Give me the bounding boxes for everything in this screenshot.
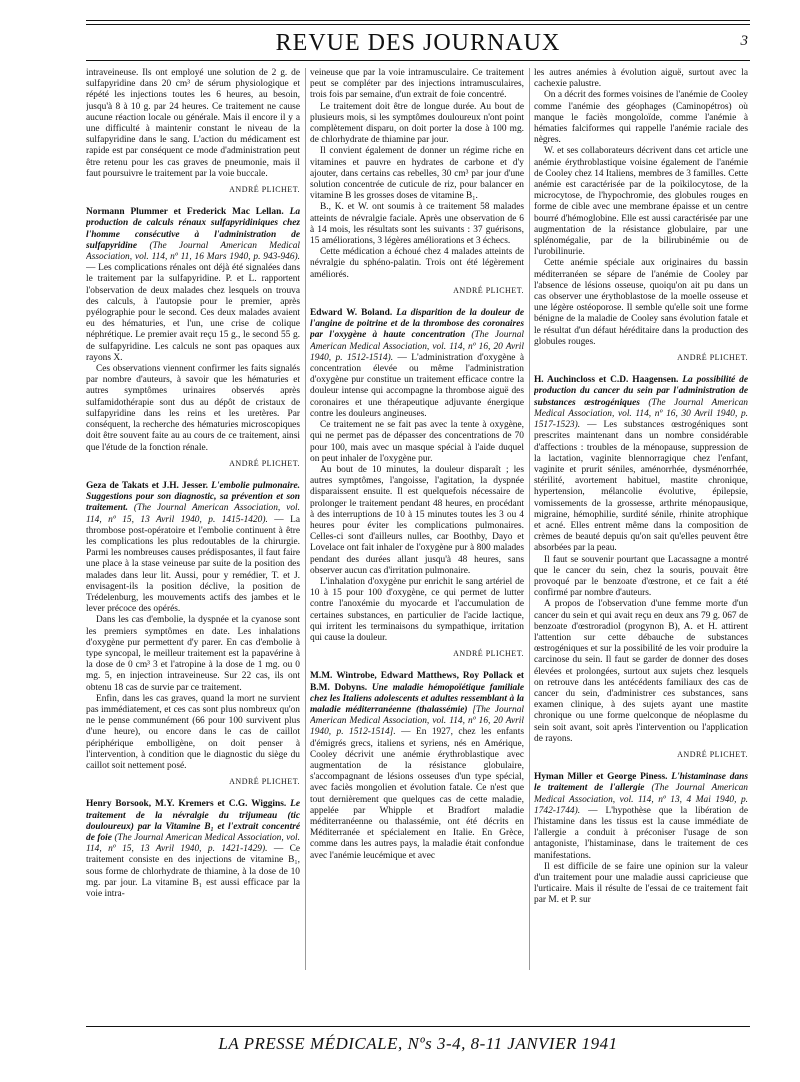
- paragraph: Cette anémie spéciale aux originaires du bassin méditerranéen se sépare de l'anémie de Cooley par l'absence de lésions osseuse, quoiqu'on ait pu dans un cas observer une érythoblastose de la moelle osseuse et une légère ostéoporose. Il semble qu'elle soit une forme bénigne de la maladie de Cooley sans évolution fatale et le résultat d'un défaut héréditaire dans la production des globules rouges.: [534, 258, 748, 347]
- article-title: La disparition de la douleur de l'angine de poitrine et de la thrombose des coronaires par l'oxygène à haute concentration: [310, 308, 524, 341]
- paragraph: Ce traitement ne se fait pas avec la tente à oxygène, qui ne permet pas de dépasser des concentrations de 70 pour 100, mais avec un masque spécial à l'aide duquel on peut inhaler de l'oxygène pur.: [310, 420, 524, 464]
- journal-section-title: REVUE DES JOURNAUX: [275, 30, 561, 56]
- article-body: — La thrombose post-opératoire et l'embolie continuent à être les complications les plus redoutables de la chirurgie. Parmi les nombreuses causes prédisposantes, il faut faire une place à la stase veineuse par suite de la position des malades dans leur lit. Aussi, pour y remédier, T. et J. envisagent-ils la position déclive, la position de Trédelenburg, les mouvements actifs des jambes et le lever précoce des opérés.: [86, 514, 300, 615]
- article-citation: (The Journal American Medical Association, vol. 114, nº 11, 16 Mars 1940, p. 943-946).: [86, 240, 300, 263]
- author-signature: ANDRÉ PLICHET.: [229, 185, 300, 195]
- article-body: — En 1927, chez les enfants d'émigrés grecs, italiens et syriens, nés en Amérique, Cooley décrivit une anémie érythroblastique avec augmentation de la résistance globulaire, s'accompagnant de lésions osseuses d'un type spécial, avec faciès mongolien et évolution fatale. Ce n'est que tout dernièrement que quelques cas de cette maladie, appelée par Whipple et Bradfort maladie méditerranéenne ou thalassémie, ont été décrits en Méditerranée et spécialement en Italie. En Grèce, comme dans les autres pays, la maladie était confondue avec l'anémie leucémique et avec: [310, 727, 524, 861]
- article-entry: [86, 481, 300, 615]
- paragraph: Enfin, dans les cas graves, quand la mort ne survient pas immédiatement, et ces cas sont plus nombreux qu'on ne le pense communément (66 pour 100 survivent plus d'une heure), ou encore dans le cas de caillot périphérique embolligène, on doit penser à l'intervention, à condition que le diagnostic du siège du caillot soit nettement posé.: [86, 693, 300, 771]
- footer-citation: LA PRESSE MÉDICALE, Nºs 3-4, 8-11 JANVIER 1941: [218, 1034, 618, 1053]
- header-rule: [86, 60, 750, 61]
- article-entry: [86, 799, 300, 900]
- author-signature: ANDRÉ PLICHET.: [453, 285, 524, 295]
- paragraph: A propos de l'observation d'une femme morte d'un cancer du sein et qui avait reçu en deux ans 79 g. 067 de benzoate d'œstroradiol (progynon B), A. et H. attirent l'attention sur cette débauche de substances œstrogéniques et sur la possibilité de les voir produire la carcinose du sein. Il faut se garder de donner des doses élevées et prolongées, surtout aux sujets chez lesquels on retrouve dans les antécédents familiaux des cas de cancer du sein, d'administrer ces substances, sans examen clinique, à des sujets ayant une mastite chronique ou une forme quelconque de néoplasme du sein soit avant, soit après l'intervention ou l'application de rayons.: [534, 599, 748, 744]
- article-authors: H. Auchincloss et C.D. Haagensen.: [534, 375, 679, 386]
- article-columns: [86, 68, 750, 970]
- article-entry: [86, 207, 300, 364]
- paragraph: Dans les cas d'embolie, la dyspnée et la cyanose sont les premiers symptômes en date. Les inhalations d'oxygène pur permettent d'y parer. En cas d'embolie à type syncopal, le meilleur traitement est la papavérine à la dose de 0 cm³ 3 et l'atropine à la dose de 1 mg. ou 0 mg. 5, en injection intraveineuse. Sur 22 cas, ils ont obtenu 18 cas de survie par ce traitement.: [86, 615, 300, 693]
- article-title: L'histaminase dans le traitement de l'allergie: [534, 772, 748, 794]
- top-rule: [86, 20, 750, 21]
- paragraph: intraveineuse. Ils ont employé une solution de 2 g. de sulfapyridine dans 20 cm³ de sérum physiologique et répété les injections toutes les 6 heures, au besoin, jusqu'à 8 à 10 g. par 24 heures. Ce traitement ne cause aucune réaction locale ou générale. Mais il encore il y a une difficulté à maintenir constant le niveau de la sulfapyridine dans le sang. L'action du médicament est rapide est par conséquent ce mode d'administration peut être retenu pour les cas graves de pneumonie, mais il faut poursuivre le traitement par la voie buccale.: [86, 68, 300, 179]
- paragraph: W. et ses collaborateurs décrivent dans cet article une anémie érythroblastique voisine également de l'anémie de Cooley chez 14 Italiens, membres de 3 familles. Cette anémie est caractérisée par de la poïkilocytose, de la microcytose, de l'hypochromie, des globules rouges en forme de cible avec une membrane épaisse et un centre bourré d'hémoglobine. Elle est aussi caractérisée par une augmentation de la résistance globulaire, par une splénomégalie, par de la bilirubinémie ou de l'urobilinurie.: [534, 146, 748, 258]
- paragraph: Il convient également de donner un régime riche en vitamines et pauvre en hydrates de carbone et d'y ajouter, dans certains cas rebelles, 30 cm³ par jour d'une solution concentrée de cuticule de riz, pour balancer en vitamine B les grosses doses de vitamine B₁.: [310, 146, 524, 202]
- article-title: L'embolie pulmonaire. Suggestions pour son diagnostic, sa prévention et son traitement.: [86, 480, 300, 514]
- paragraph: Ces observations viennent confirmer les faits signalés par nombre d'auteurs, à savoir que les hématuries et autres symptômes urinaires observés après sulfamidothérapie sont dus au dépôt de cristaux de sulfapyridine dans les reins et les uretères. Par conséquent, la recherche des hématuries microscopiques doit être souvent faite au au cours de ce traitement, ainsi que l'étude de la fonction rénale.: [86, 364, 300, 453]
- article-body: — L'administration d'oxygène à concentration élevée ou même l'administration d'oxygène pur constitue un traitement efficace contre la douleur intense qui accompagne la thrombose aiguë des coronaires et une thérapeutique adjuvante énergique contre les douleurs angineuses.: [310, 352, 524, 419]
- author-signature: ANDRÉ PLICHET.: [229, 777, 300, 787]
- article-body: — L'hypothèse que la libération de l'histamine dans les tissus est la cause immédiate de l'allergie a conduit à préconiser l'usage de son antagoniste, l'histaminase, dans le traitement de ces manifestations.: [534, 805, 748, 861]
- footer-rule: [86, 1026, 750, 1027]
- column-2: [310, 68, 524, 970]
- paragraph: Il est difficile de se faire une opinion sur la valeur d'un traitement pour une maladie aussi capricieuse que l'urticaire. Mais il résulte de l'essai de ce traitement fait par M. et P. sur: [534, 861, 748, 906]
- paragraph: veineuse que par la voie intramusculaire. Ce traitement peut se compléter par des injections intramusculaires, trois fois par semaine, d'un extrait de foie concentré.: [310, 68, 524, 101]
- column-1: [86, 68, 300, 970]
- article-authors: Hyman Miller et George Piness.: [534, 772, 668, 783]
- author-signature: ANDRÉ PLICHET.: [453, 649, 524, 659]
- paragraph: Il faut se souvenir pourtant que Lacassagne a montré que le cancer du sein, chez la souris, pouvait être provoqué par le benzoate d'œstrone, et ce fait a été confirmé par nombre d'auteurs.: [534, 554, 748, 599]
- article-citation: (The Journal American Medical Association, vol. 114, nº 16, 20 Avril 1940, p. 1512-1514).: [310, 330, 524, 363]
- article-body: — Les complications rénales ont déjà été signalées dans le traitement par la sulfapyridine. P. et L. rapportent l'observation de deux malades chez lesquels on trouva des calculs, à l'autopsie pour le premier, après pyélographie pour le second. Ces deux malades avaient eu des hématuries, et l'un, une crise de colique néphrétique. Le premier avait reçu 15 g., le second 55 g. de sulfapyridine. Les calculs ne sont pas opaques aux rayons X.: [86, 263, 300, 363]
- article-title: Le traitement de la névralgie du trijumeau (tic douloureux) par la Vitamine B₁ et l'extrait concentré de foie: [86, 799, 300, 843]
- article-citation: (The Journal American Medical Association, vol. 114, nº 15, 13 Avril 1940, p. 1421-1429).: [86, 833, 300, 855]
- article-authors: Edward W. Boland.: [310, 308, 393, 319]
- article-body: — Les substances œstrogéniques sont prescrites maintenant dans un nombre considérable d'affections : troubles de la ménopause, suppression de la lactation, vaginite blennorragique chez l'enfant, vaginite et prurit séniles, aménorrhée, dysménorrhée, stérilité, avortement habituel, mastite chronique, hypertension, mélancolie évolutive, épilepsie, vomissements de la grossesse, arthrite ménopausique, migraine, hémophilie, surdité sénile, rhinite atrophique et acné. Elles entrent même dans la composition de crèmes de beauté depuis qu'on sait qu'elles peuvent être absorbées par la peau.: [534, 420, 748, 554]
- paragraph: B., K. et W. ont soumis à ce traitement 58 malades atteints de névralgie faciale. Après une observation de 6 à 14 mois, les résultats sont les suivants : 37 guérisons, 15 améliorations, 3 légères améliorations et 3 échecs.: [310, 202, 524, 247]
- article-entry: [310, 308, 524, 420]
- article-entry: [534, 375, 748, 554]
- paragraph: Le traitement doit être de longue durée. Au bout de plusieurs mois, si les symptômes douloureux n'ont point complètement disparu, on doit porter la dose à 100 mg. de chlorhydrate de thiamine par jour.: [310, 101, 524, 146]
- column-3: [534, 68, 748, 970]
- paragraph: L'inhalation d'oxygène pur enrichit le sang artériel de 10 à 15 pour 100 d'oxygène, ce qui permet de lutter contre l'anoxémie du myocarde et l'accumulation de certaines substances, en particulier de l'acide lactique, qui irritent les terminaisons du sympathique, irritation qui cause la douleur.: [310, 576, 524, 643]
- article-citation: [The Journal American Medical Association, vol. 114, nº 16, 20 Avril 1940, p. 1512-1514].: [310, 704, 524, 738]
- author-signature: ANDRÉ PLICHET.: [229, 458, 300, 468]
- article-authors: Normann Plummer et Frederick Mac Lellan.: [86, 207, 284, 218]
- article-citation: (The Journal American Association, vol. 114, nº 15, 13 Avril 1940, p. 1415-1420).: [86, 503, 300, 525]
- article-authors: Geza de Takats et J.H. Jesser.: [86, 480, 208, 491]
- article-authors: M.M. Wintrobe, Edward Matthews, Roy Pollack et B.M. Dobyns.: [310, 671, 524, 693]
- paragraph: Cette médication a échoué chez 4 malades atteints de névralgie du sphéno-palatin. Trois ont été légèrement améliorés.: [310, 247, 524, 280]
- paragraph: Au bout de 10 minutes, la douleur disparaît ; les autres symptômes, l'angoisse, l'agitation, la dyspnée disparaissent ensuite. Il est quelquefois nécessaire de prolonger le traitement pendant 48 heures, en procédant à des interruptions de 10 à 15 minutes toutes les 3 ou 4 heures pour éviter les complications pulmonaires. Celles-ci sont d'ailleurs nulles, car Boothby, Dayo et Lovelace ont fait inhaler de l'oxygène pur à 800 malades pendant des durées allant jusqu'à 48 heures, sans observer aucun cas d'irritation pulmonaire.: [310, 464, 524, 576]
- author-signature: ANDRÉ PLICHET.: [677, 353, 748, 363]
- page-number: 3: [740, 33, 748, 49]
- top-rule-double: [86, 24, 750, 25]
- article-citation: (The Journal American Medical Association, vol. 114, nº 16, 30 Avril 1940, p. 1517-1523).: [534, 397, 748, 431]
- article-entry: [534, 772, 748, 862]
- article-title: Une maladie hémopoïétique familiale chez les Italiens adolescents et adultes ressemblant à la maladie méditerranéenne (thalassémie): [310, 682, 524, 715]
- article-title: La possibilité de production du cancer du sein par l'administration de substances œstrogéniques: [534, 375, 748, 408]
- author-signature: ANDRÉ PLICHET.: [677, 749, 748, 759]
- paragraph: On a décrit des formes voisines de l'anémie de Cooley comme l'anémie des géophages (Caminopétros) où manque le faciès mongoloïde, comme l'anémie à hématies falciformes qui rappelle l'anémie raciale des nègres.: [534, 90, 748, 146]
- article-citation: (The Journal American Medical Association, vol. 114, nº 13, 4 Mai 1940, p. 1742-1744).: [534, 783, 748, 816]
- article-authors: Henry Borsook, M.Y. Kremers et C.G. Wiggins.: [86, 799, 287, 810]
- article-entry: [310, 671, 524, 861]
- article-title: La production de calculs rénaux sulfapyridiniques chez l'homme consécutive à l'administration de sulfapyridine: [86, 207, 300, 251]
- paragraph: les autres anémies à évolution aiguë, surtout avec la cachexie palustre.: [534, 68, 748, 90]
- article-body: — Ce traitement consiste en des injections de vitamine B₁, sous forme de chlorhydrate de thiamine, à la dose de 10 mg. par jour. La vitamine B₁ est aussi efficace par la voie intra-: [86, 844, 300, 900]
